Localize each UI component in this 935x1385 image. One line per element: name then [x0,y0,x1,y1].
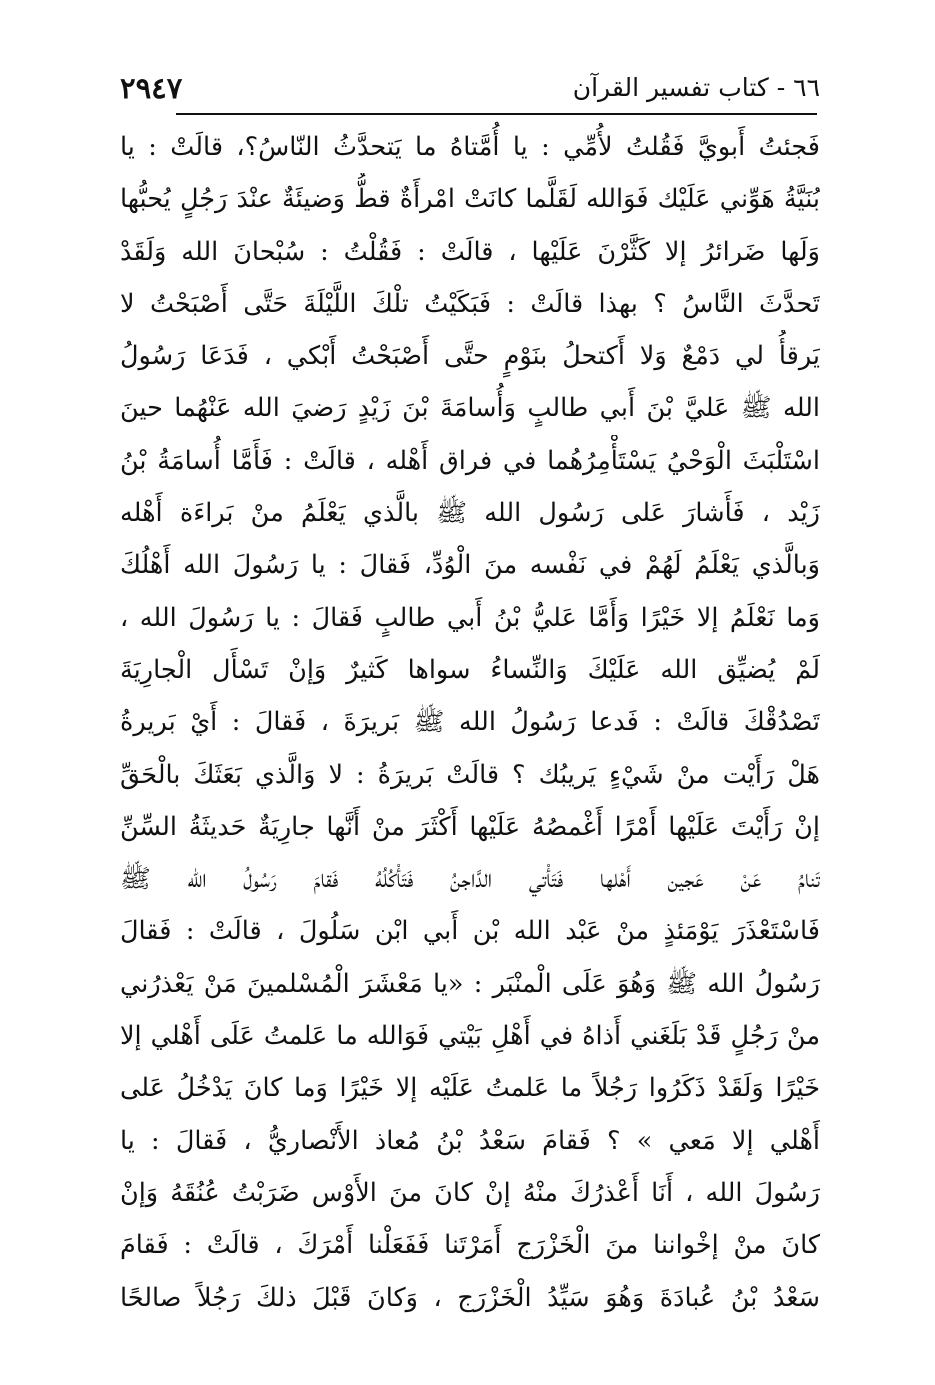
text-line: منْ رَجُلٍ قَدْ بَلَغَني أَذاهُ في أَهْلِ بَيْتي فَوَالله ما عَلمتُ عَلَى أَهْلي إلا [120,1021,820,1052]
text-line: تَحدَّثَ النَّاسُ ؟ بهذا قالَتْ : فَبَكَيْتُ تلْكَ اللَّيْلَةَ حَتَّى أَصْبَحْتُ لا [120,288,820,319]
text-line: بُنَيَّةُ هَوِّني عَلَيْك فَوَالله لَقَلَّما كانَتْ امْرأَةٌ قطُّ وَضيئَةٌ عنْدَ رَجُلٍ يُحبُّها [120,184,820,215]
text-line: كانَ منْ إخْواننا منَ الْخَزْرَج أَمَرْتَنا فَفَعَلْنا أَمْرَكَ ، قالَتْ : فَقامَ [120,1230,820,1261]
text-line: رَسُولُ الله ﷺ وَهُوَ عَلَى الْمنْبَر : «يا مَعْشَرَ الْمُسْلمينَ مَنْ يَعْذرُني [120,968,820,999]
text-line: لَمْ يُضيِّق الله عَلَيْكَ وَالنِّساءُ سواها كَثيرٌ وَإنْ تَسْأَل الْجارِيَةَ [120,654,820,685]
text-line: تَنامُ عَنْ عَجين أَهْلها فَتَأْتي الدَّاجنُ فَتَأْكُلُهُ فَقامَ رَسُولُ الله ﷺ [120,864,820,895]
text-line: سَعْدُ بْنُ عُبادَةَ وَهُوَ سَيِّدُ الْخَزْرَج ، وَكانَ قَبْلَ ذلكَ رَجُلاً صالحًا [120,1282,820,1313]
text-line: خَيْرًا وَلَقَدْ ذَكَرُوا رَجُلاً ما عَلمتُ عَلَيْه إلا خَيْرًا وَما كانَ يَدْخُلُ عَلى [120,1073,820,1104]
text-line: إنْ رَأَيْتَ عَلَيْها أَمْرًا أَغْمصُهُ عَلَيْها أَكْثَرَ منْ أَنَّها جارِيَةٌ حَديثَةُ السِّنِّ [120,811,820,842]
text-line: زَيْد ، فَأَشارَ عَلى رَسُول الله ﷺ بالَّذي يَعْلَمُ منْ بَراءَة أَهْله [120,498,820,529]
body-text [120,121,820,1324]
page-header [120,68,820,108]
text-line: فَجئتُ أَبويَّ فَقُلتُ لأُمِّي : يا أُمَّتاهُ ما يَتحدَّثُ النّاسُ؟، قالَتْ : يا [120,132,820,162]
text-line: أَهْلي إلا مَعي » ؟ فَقامَ سَعْدُ بْنُ مُعاذ الأَنْصاريُّ ، فَقالَ : يا [120,1125,820,1156]
text-line: فَاسْتَعْذَرَ يَوْمَئذٍ منْ عَبْد الله بْن أَبي ابْن سَلُولَ ، قالَتْ : فَقالَ [120,916,820,947]
header-divider [176,113,817,115]
page-number: ٢٩٤٧ [120,71,183,105]
text-line: وَبالَّذي يَعْلَمُ لَهُمْ في نَفْسه منَ الْوُدِّ، فَقالَ : يا رَسُولَ الله أَهْلُكَ [120,550,820,581]
text-line: وَما نَعْلَمُ إلا خَيْرًا وَأَمَّا عَليُّ بْنُ أَبي طالبٍ فَقالَ : يا رَسُولَ الله ، [120,602,820,633]
text-line: هَلْ رَأَيْت منْ شَيْءٍ يَريبُك ؟ قالَتْ بَريرَةُ : لا وَالَّذي بَعَثَكَ بالْحَقِّ [120,759,820,790]
text-line: تَصْدُقْكَ قالَتْ : فَدعا رَسُولُ الله ﷺ بَريرَةَ ، فَقالَ : أَيْ بَريرةُ [120,707,820,738]
running-head: ٦٦ - كتاب تفسير القرآن [572,73,820,102]
text-line: رَسُولَ الله ، أَنَا أَعْذرُكَ منْهُ إنْ كانَ منَ الأَوْس ضَرَبْتُ عُنُقَهُ وَإنْ [120,1177,820,1208]
text-line: وَلَها ضَرائرُ إلا كَثَّرْنَ عَلَيْها ، قالَتْ : فَقُلْتُ : سُبْحانَ الله وَلَقَدْ [120,236,820,267]
text-line: اسْتَلْبَثَ الْوَحْيُ يَسْتَأْمِرُهُما في فراق أَهْله ، قالَتْ : فَأَمَّا أُسامَةُ بْنُ [120,445,820,476]
text-line: الله ﷺ عَليَّ بْنَ أَبي طالبٍ وَأُسامَةَ بْنَ زَيْدٍ رَضيَ الله عَنْهُما حينَ [120,393,820,424]
text-line: يَرقأُ لي دَمْعٌ وَلا أَكتحلُ بنَوْمٍ حتَّى أَصْبَحْتُ أَبْكي ، فَدَعَا رَسُولُ [120,341,820,372]
